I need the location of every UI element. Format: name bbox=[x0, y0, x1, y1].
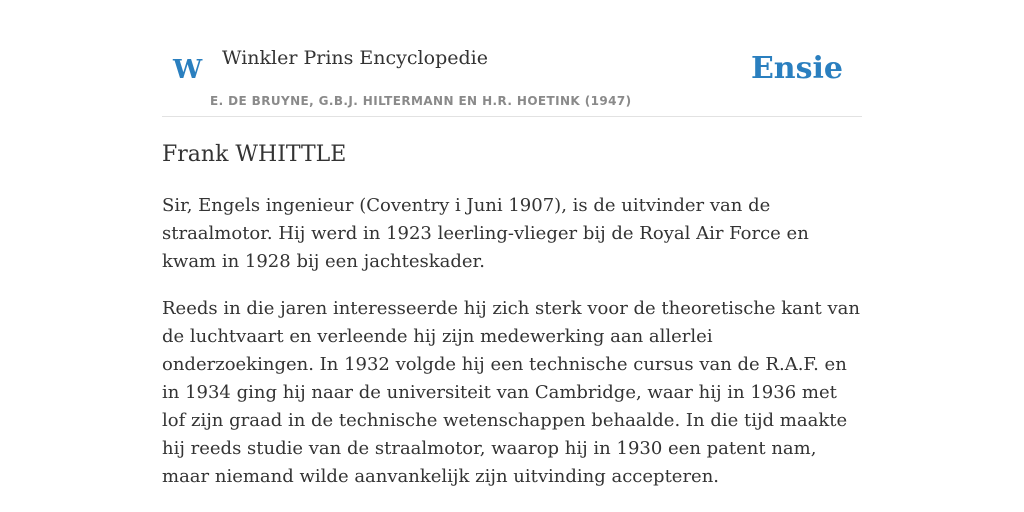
encyclopedia-header bbox=[162, 0, 862, 117]
article-heading: Frank WHITTLE bbox=[162, 142, 347, 167]
article-paragraph: Reeds in die jaren interesseerde hij zich sterk voor de theoretische kant van de luchtvaart en verleende hij zijn medewerking aan allerlei onderzoekingen. In 1932 volgde hij een technische cursus van de R.A.F. en in 1934 ging hij naar de universiteit van Cambridge, waar hij in 1936 met lof zijn graad in de technische wetenschappen behaalde. In die tijd maakte hij reeds studie van de straalmotor, waarop hij in 1930 een patent nam, maar niemand wilde aanvankelijk zijn uitvinding accepteren. bbox=[162, 298, 860, 487]
encyclopedia-logo-icon[interactable]: W bbox=[173, 55, 203, 85]
encyclopedia-authors: E. DE BRUYNE, G.B.J. HILTERMANN EN H.R. HOETINK (1947) bbox=[210, 94, 632, 108]
ensie-brand-logo[interactable]: Ensie bbox=[750, 51, 843, 86]
encyclopedia-title[interactable]: Winkler Prins Encyclopedie bbox=[222, 47, 488, 69]
article bbox=[162, 136, 862, 491]
article-paragraph: Sir, Engels ingenieur (Coventry i Juni 1907), is de uitvinder van de straalmotor. Hij werd in 1923 leerling-vlieger bij de Royal Air Force en kwam in 1928 bij een jachteskader. bbox=[162, 195, 809, 272]
